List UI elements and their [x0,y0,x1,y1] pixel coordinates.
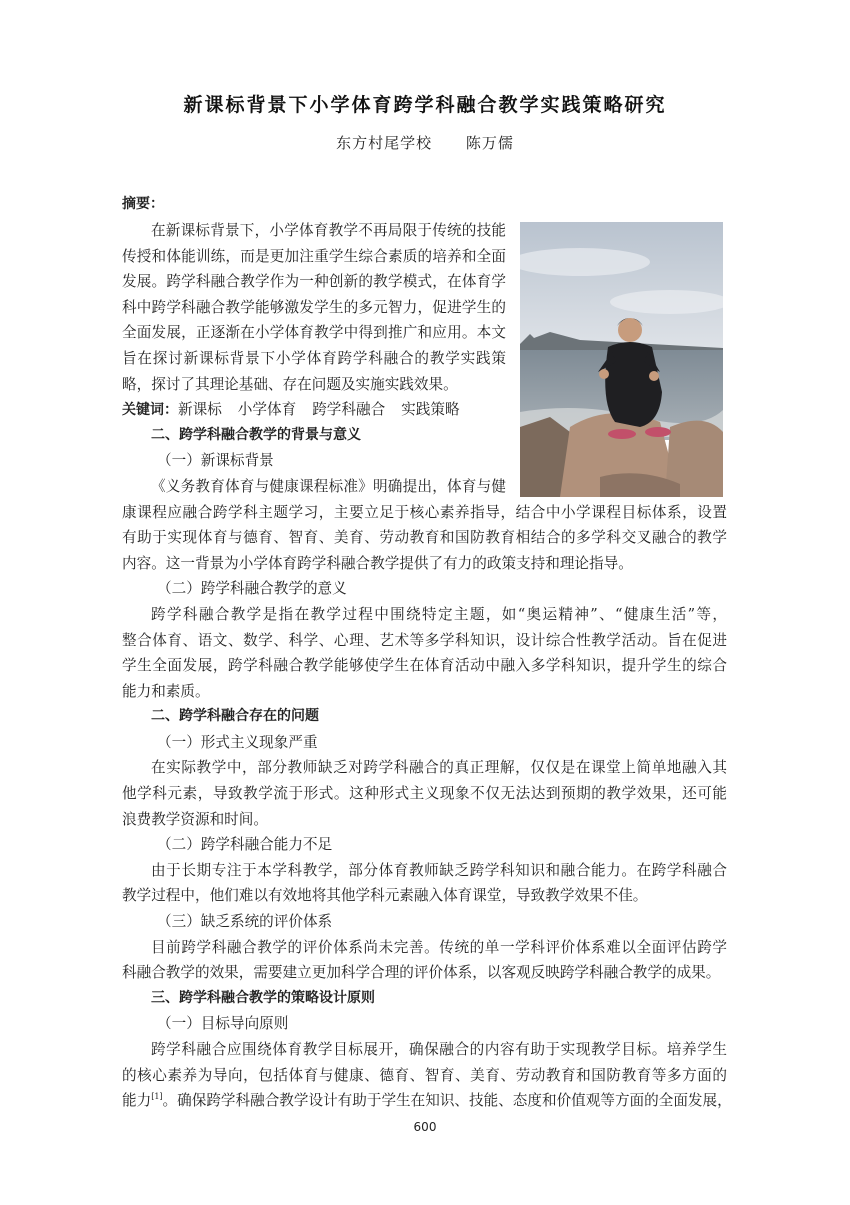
paragraph-line: 科融合教学的效果，需要建立更加科学合理的评价体系，以客观反映跨学科融合教学的成果。 [122,964,721,982]
page-number: 600 [413,1120,437,1134]
paragraph-line: 整合体育、语文、数学、科学、心理、艺术等多学科知识，设计综合性教学活动。旨在促进 [122,631,727,649]
section-heading: 二、跨学科融合存在的问题 [151,708,319,725]
keyword: 跨学科融合 [312,401,386,419]
paragraph-line: 旨在探讨新课标背景下小学体育跨学科融合的教学实践策 [122,349,506,367]
paragraph-line: 全面发展，正逐渐在小学体育教学中得到推广和应用。本文 [122,324,506,342]
paragraph-line: 浪费教学资源和时间。 [122,810,268,828]
paragraph-line: 在实际教学中，部分教师缺乏对跨学科融合的真正理解，仅仅是在课堂上简单地融入其 [151,759,727,777]
paragraph-line: 目前跨学科融合教学的评价体系尚未完善。传统的单一学科评价体系难以全面评估跨学 [151,938,727,956]
keyword: 新课标 [178,401,222,419]
author-school: 东方村尾学校 [336,134,433,152]
paragraph-line: 《义务教育体育与健康课程标准》明确提出，体育与健 [151,477,506,495]
subsection-heading: （一）形式主义现象严重 [157,733,318,751]
paragraph-line [122,1088,732,1114]
paragraph-line: 发展。跨学科融合教学作为一种创新的教学模式，在体育学 [122,273,506,291]
paragraph-line: 内容。这一背景为小学体育跨学科融合教学提供了有力的政策支持和理论指导。 [122,554,633,572]
paragraph-line: 学生全面发展，跨学科融合教学能够使学生在体育活动中融入多学科知识，提升学生的综合 [122,657,727,675]
paragraph-line: 科中跨学科融合教学能够激发学生的多元智力，促进学生的 [122,298,506,316]
text-segment: 。确保跨学科融合教学设计有助于学生在知识、技能、态度和价值观等方面的全面发展， [162,1092,732,1110]
author-line [0,132,850,153]
document-body [122,218,732,1114]
paragraph-line: 传授和体能训练，而是更加注重学生综合素质的培养和全面 [122,247,506,265]
paragraph-line: 教学过程中，他们难以有效地将其他学科元素融入体育课堂，导致教学效果不佳。 [122,887,648,905]
citation-marker: [1] [151,1092,163,1102]
keyword: 小学体育 [237,401,297,419]
abstract-label: 摘要： [122,196,164,212]
subsection-heading: （二）跨学科融合教学的意义 [157,580,347,598]
paragraph-line: 由于长期专注于本学科教学，部分体育教师缺乏跨学科知识和融合能力。在跨学科融合 [151,861,727,879]
document-title: 新课标背景下小学体育跨学科融合教学实践策略研究 [183,94,667,116]
paragraph-line: 的核心素养为导向，包括体育与健康、德育、智育、美育、劳动教育和国防教育等多方面的 [122,1066,727,1084]
subsection-heading: （二）跨学科融合能力不足 [157,836,333,854]
paragraph-line: 有助于实现体育与德育、智育、美育、劳动教育和国防教育相结合的多学科交叉融合的教学 [122,529,727,547]
subsection-heading: （三）缺乏系统的评价体系 [157,913,333,931]
paragraph-line: 略，探讨了其理论基础、存在问题及实施实践效果。 [122,375,458,393]
paragraph-line: 跨学科融合应围绕体育教学目标展开，确保融合的内容有助于实现教学目标。培养学生 [151,1041,727,1058]
paragraph-line: 跨学科融合教学是指在教学过程中围绕特定主题，如“奥运精神”、“健康生活”等， [151,605,727,623]
paragraph-line: 他学科元素，导致教学流于形式。这种形式主义现象不仅无法达到预期的教学效果，还可能 [122,785,727,803]
subsection-heading: （一）目标导向原则 [157,1015,289,1033]
section-heading: 三、跨学科融合教学的策略设计原则 [151,989,375,1006]
keywords-label: 关键词： [122,402,178,419]
author-name: 陈万儒 [465,134,514,152]
paragraph-line: 能力和素质。 [122,682,210,700]
keyword: 实践策略 [401,401,460,419]
keywords-line [122,397,506,423]
paragraph-line: 康课程应融合跨学科主题学习，主要立足于核心素养指导，结合中小学课程目标体系，设置 [122,503,727,521]
section-heading: 二、跨学科融合教学的背景与意义 [151,426,361,443]
subsection-heading: （一）新课标背景 [157,452,274,470]
paragraph-line: 在新课标背景下，小学体育教学不再局限于传统的技能 [151,222,506,239]
text-segment: 能力 [122,1092,152,1110]
